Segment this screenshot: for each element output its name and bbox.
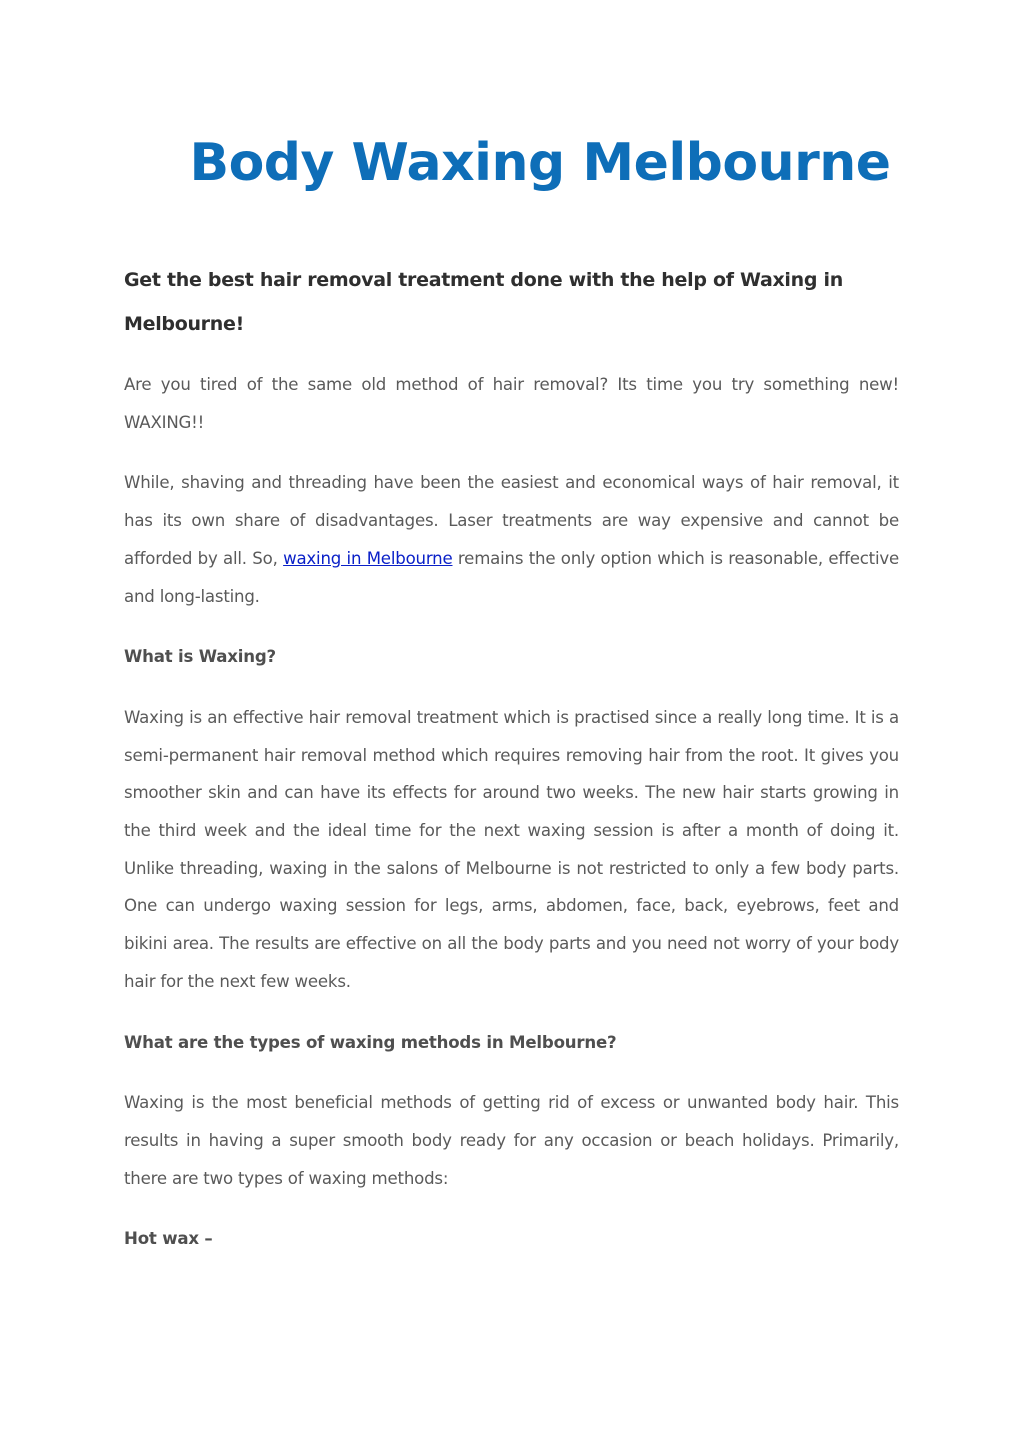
intro-paragraph: Are you tired of the same old method of hair removal? Its time you try something new! WAXING!! xyxy=(124,375,899,432)
waxing-types-paragraph: Waxing is the most beneficial methods of getting rid of excess or unwanted body hair. This results in having a super smooth body ready for any occasion or beach holidays. Primarily, there are two types of waxing methods: xyxy=(124,1093,899,1188)
waxing-in-melbourne-link[interactable]: waxing in Melbourne xyxy=(283,548,453,568)
paragraph-text-after-link: remains the only option which is reasonable, effective and long-lasting. xyxy=(124,548,899,606)
document-body xyxy=(124,258,899,1281)
what-is-waxing-heading: What is Waxing? xyxy=(124,647,276,667)
document-subtitle: Get the best hair removal treatment done with the help of Waxing in Melbourne! xyxy=(124,269,843,335)
what-is-waxing-paragraph: Waxing is an effective hair removal treatment which is practised since a really long time. It is a semi-permanent hair removal method which requires removing hair from the root. It gives you smoother skin and can have its effects for around two weeks. The new hair starts growing in the third week and the ideal time for the next waxing session is after a month of doing it. Unlike threading, waxing in the salons of Melbourne is not restricted to only a few body parts. One can undergo waxing session for legs, arms, abdomen, face, back, eyebrows, feet and bikini area. The results are effective on all the body parts and you need not worry of your body hair for the next few weeks. xyxy=(124,707,899,991)
hot-wax-heading: Hot wax – xyxy=(124,1229,213,1249)
disadvantages-paragraph xyxy=(124,464,899,615)
page-title: Body Waxing Melbourne xyxy=(189,133,891,193)
paragraph-text-before-link: While, shaving and threading have been the easiest and economical ways of hair removal, it has its own share of disadvantages. Laser treatments are way expensive and cannot be afforded by all. So, xyxy=(124,473,899,568)
waxing-types-heading: What are the types of waxing methods in Melbourne? xyxy=(124,1032,617,1052)
